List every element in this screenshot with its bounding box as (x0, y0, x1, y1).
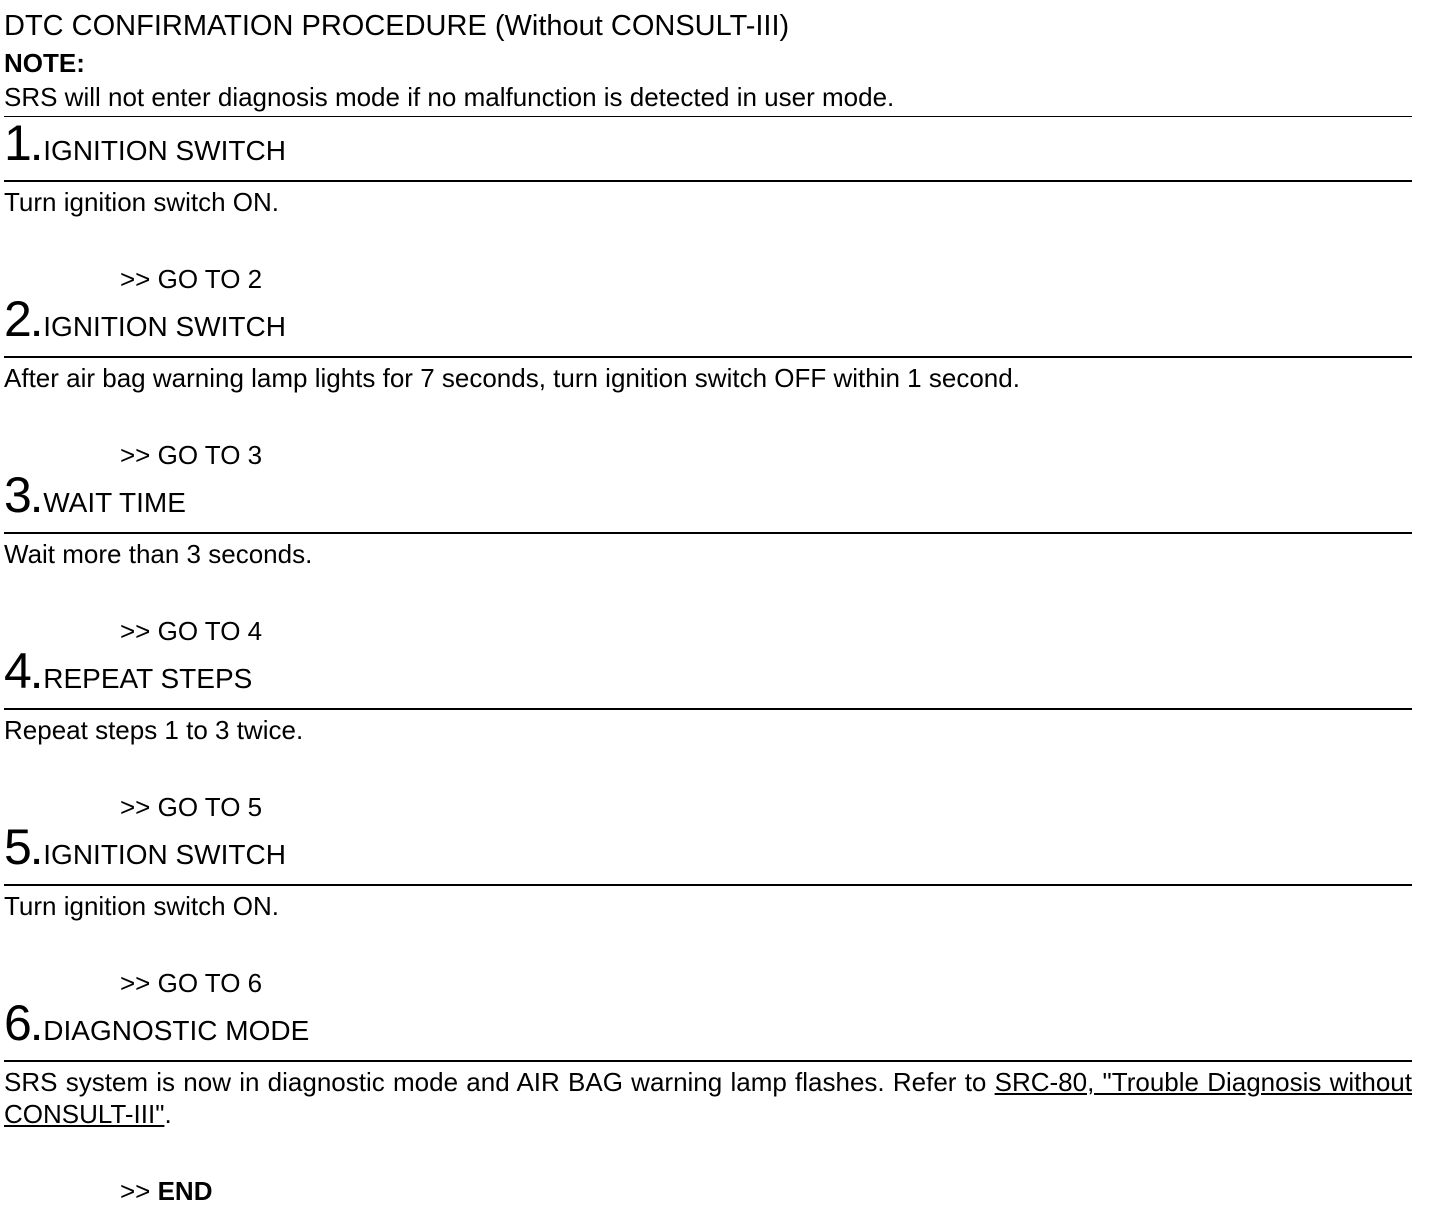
step-title: IGNITION SWITCH (43, 311, 286, 342)
step-body-text: SRS system is now in diagnostic mode and AIR BAG warning lamp flashes. Refer to (4, 1067, 995, 1097)
note-text: SRS will not enter diagnosis mode if no malfunction is detected in user mode. (4, 82, 895, 112)
step-title: REPEAT STEPS (43, 663, 253, 694)
step-body-suffix: . (164, 1099, 172, 1129)
note-label: NOTE: (4, 48, 85, 78)
step-title: IGNITION SWITCH (43, 839, 286, 870)
step-body: Turn ignition switch ON. (4, 891, 280, 921)
step-number-dot: . (31, 130, 42, 168)
end-label: END (157, 1176, 213, 1206)
step-heading (4, 995, 310, 1054)
step-divider (4, 884, 1412, 886)
end-marker (120, 1175, 213, 1207)
step-heading (4, 819, 286, 878)
step-divider (4, 180, 1412, 182)
step-number: 4 (4, 643, 32, 699)
goto-step-3-link[interactable]: >> GO TO 3 (120, 440, 263, 470)
header-divider (4, 116, 1412, 117)
step-number-dot: . (31, 834, 42, 872)
step-body (4, 1066, 1412, 1130)
step-number: 1 (4, 115, 32, 171)
trouble-diagnosis-link[interactable]: SRC-80, "Trouble Diagnosis without CONSULT-III" (4, 1067, 1412, 1129)
step-heading (4, 115, 286, 174)
step-divider (4, 1060, 1412, 1062)
step-heading (4, 291, 286, 350)
step-divider (4, 532, 1412, 534)
step-title: WAIT TIME (43, 487, 186, 518)
page-title: DTC CONFIRMATION PROCEDURE (Without CONSULT-III) (4, 10, 790, 42)
step-number-dot: . (31, 306, 42, 344)
step-heading (4, 467, 186, 526)
end-prefix: >> (120, 1176, 158, 1206)
step-heading (4, 643, 253, 702)
step-body: Turn ignition switch ON. (4, 187, 280, 217)
step-title: DIAGNOSTIC MODE (43, 1015, 310, 1046)
step-divider (4, 356, 1412, 358)
step-divider (4, 708, 1412, 710)
step-number-dot: . (31, 658, 42, 696)
goto-step-5-link[interactable]: >> GO TO 5 (120, 792, 263, 822)
goto-step-4-link[interactable]: >> GO TO 4 (120, 616, 263, 646)
goto-step-2-link[interactable]: >> GO TO 2 (120, 264, 263, 294)
step-number-dot: . (31, 1010, 42, 1048)
step-body: Repeat steps 1 to 3 twice. (4, 715, 304, 745)
step-number: 3 (4, 467, 32, 523)
step-6 (4, 995, 1412, 1198)
step-number: 2 (4, 291, 32, 347)
step-body: Wait more than 3 seconds. (4, 539, 313, 569)
step-title: IGNITION SWITCH (43, 135, 286, 166)
step-number-dot: . (31, 482, 42, 520)
step-number: 6 (4, 995, 32, 1051)
goto-step-6-link[interactable]: >> GO TO 6 (120, 968, 263, 998)
step-number: 5 (4, 819, 32, 875)
step-body: After air bag warning lamp lights for 7 seconds, turn ignition switch OFF within 1 second. (4, 363, 1020, 393)
